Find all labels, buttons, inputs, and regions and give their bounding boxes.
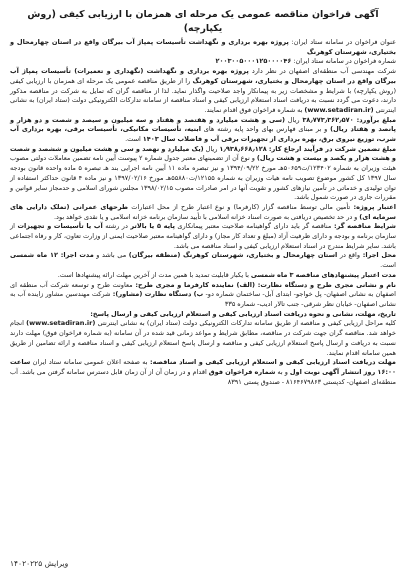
notice-text: مناقصه گر باید دارای گواهینامه صلاحیت معتبر پیمانکاری bbox=[174, 222, 332, 231]
notice-bold-text: شرایط مناقصه گر: bbox=[331, 222, 396, 231]
notice-text: عنوان فراخوان در سامانه ستاد ایران: bbox=[288, 38, 396, 46]
notice-text: با شرایط و مشخصات زیر به پیمانکار واجد صلاحیت واگذار نماید. لذا از مناقصه گران که تمایل به شرکت در مناقصه مذکور دارند، دعوت می گردد نسبت به دریافت اسناد استعلام ارزیابی کیفی و اسناد مناقصه از سامانه تدارکات الکترونیکی دولت (ستاد ایران) به نشانی اینترنتی bbox=[10, 86, 396, 114]
notice-bold-text: طرحهای عمرانی (تملک دارایی های سرمایه ای) bbox=[10, 202, 396, 221]
notice-bold-text: مدت اجرا: ۱۲ ماه شمسی bbox=[10, 251, 94, 260]
notice-paragraph bbox=[10, 57, 396, 67]
notice-paragraph bbox=[10, 271, 396, 281]
notice-paragraph bbox=[10, 281, 396, 310]
notice-bold-text: آب یا تأسیسات و تجهیزات bbox=[17, 222, 103, 231]
notice-text: تأمین مالی توسط مناقصه گزار (کارفرما) و نوع اعتبار طرح از محل اعتبارات bbox=[128, 202, 351, 211]
notice-bold-text: ۱٫۹۳۸٫۶۶۸٫۱۲۸ bbox=[219, 144, 267, 153]
notice-title: آگهی فراخوان مناقصه عمومی یک مرحله ای همزمان با ارزیابی کیفی (روش یکپارچه) bbox=[27, 9, 379, 34]
notice-text: ریال bbox=[285, 115, 303, 124]
notice-text: کلیه مراحل ارزیابی کیفی و مناقصه از طریق سامانه تدارکات الکترونیکی دولت (ستاد ایران) به نشانی اینترنتی bbox=[95, 319, 396, 328]
notice-bold-text: مهلت دریافت اسناد ارزیابی کیفی و استعلام ارزیابی کیفی و اسناد مناقصه: bbox=[147, 358, 396, 367]
notice-text: معاونت طرح و توسعه شرکت آب منطقه ای اصفهان به نشانی اصفهان- پل خواجو- ابتدای آبل- ساختمان شماره دو- bbox=[10, 280, 397, 299]
notice-text: ریال bbox=[203, 144, 220, 153]
notice-paragraph bbox=[10, 319, 396, 358]
notice-bold-text: پروژه بهره برداری و نگهداشت تأسیسات پمپاژ آب بیرگان واقع در استان چهارمحال و بختیاری، شهرستان کوهرنگ bbox=[10, 38, 396, 56]
notice-text: است. bbox=[125, 135, 143, 144]
notice-bold-text: نام و نشانی مجری طرح و دستگاه نظارت: (الف) نماینده کارفرما و مجری طرح: bbox=[132, 280, 396, 289]
notice-paragraph bbox=[10, 358, 396, 387]
notice-bold-text: پایه ۵ یا بالاتر bbox=[130, 222, 175, 231]
notice-paragraph bbox=[10, 222, 396, 251]
notice-text: و بر مبنای فهارس بهای واحد پایه رشته های bbox=[200, 125, 331, 134]
notice-text: اقدام و در زمان آن از آن زمان قابل دسترس سامانه گرفتن می باشد. آب منطقه‌ای اصفهان- کدپستی ۸۱۶۴۶۷۹۸۶۳ - صندوق پستی ۸۳۹۱ bbox=[10, 367, 396, 386]
notice-text: از سازمان برنامه و بودجه و دارای ظرفیت آزاد (مبلغ و تعداد کار مجاز) و دارای گواهینامه معتبر صلاحیت ایمنی از وزارت تعاون، کار و رفاه اجتماعی باشد. سایر شرایط مندرج در اسناد استعلام ارزیابی کیفی و اسناد مناقصه می باشد. bbox=[10, 222, 396, 250]
notice-bold-text: ساعت ۱۶:۰۰ روز انتشار آگهی نوبت اول bbox=[10, 358, 397, 376]
notice-paragraph bbox=[10, 67, 396, 116]
notice-bold-text: ب) دستگاه نظارت (مشاور): bbox=[112, 290, 204, 299]
notice-bold-text: محل اجرا: bbox=[360, 251, 397, 260]
notice-paragraph bbox=[10, 203, 396, 222]
notice-bold-text: ابنیه، تأسیسات مکانیکی، تأسیسات برقی، بهره برداری آب شرب، توزیع نیروی برق، بهره برداری از تجهیزات برقی آب و فاضلاب سال ۱۴۰۳ bbox=[10, 125, 396, 144]
notice-bold-text: تاریخ، مهلت، نشانی و نحوه دریافت اسناد ارزیابی کیفی و استعلام ارزیابی کیفی و ارسال پاسخ: bbox=[90, 309, 396, 318]
notice-body bbox=[10, 38, 396, 387]
notice-bold-text: (سی و هشت میلیارد و هفتصد و هفتاد و سه میلیون و سیصد و شصت و دو هزار و پانصد و هفتاد ریال) bbox=[10, 115, 396, 134]
notice-text: به شماره فراخوان فوق اقدام نمایند. bbox=[204, 105, 305, 114]
notice-bold-text: شماره فراخوان فوق bbox=[208, 367, 276, 376]
notice-text: مناقصه عمومی یک مرحله ای همزمان با ارزیابی کیفی (روش یکپارچه) bbox=[10, 76, 397, 95]
notice-text: شرکت مهندسین مشاور زاینده آب به نشانی اصفهان- خیابان نظر شرقی- جنب تالار ادیب- شماره ۳۳۵ bbox=[10, 290, 396, 308]
notice-text: می باشد و bbox=[93, 251, 129, 260]
notice-bold-text: استان چهارمحال و بختیاری، شهرستان کوهرنگ (منطقه بیرگان) bbox=[128, 251, 338, 260]
notice-text: شماره فراخوان در سامانه ستاد ایران: bbox=[291, 57, 396, 66]
notice-paragraph bbox=[10, 38, 396, 57]
notice-text: را از طریق bbox=[157, 76, 193, 85]
notice-bold-text: (یک میلیارد و نهصد و سی و هشت میلیون و ششصد و شصت و هشت هزار و یکصد و بیست و هشت ریال) bbox=[10, 144, 396, 163]
notice-paragraph bbox=[10, 310, 396, 320]
notice-paragraph bbox=[10, 251, 396, 270]
notice-paragraph bbox=[10, 145, 396, 203]
notice-bold-text: (www.setadiran.ir) bbox=[26, 319, 96, 328]
notice-paragraph bbox=[10, 116, 396, 145]
notice-text: است. bbox=[380, 261, 396, 270]
notice-bold-text: پروژه بهره برداری و نگهداشت (نگهداری و تعمیرات) تأسیسات پمپاژ آب بیرگان واقع در استان چهارمحال و بختیاری، شهرستان کوهرنگ bbox=[10, 67, 396, 85]
notice-bold-text: ۲۰۰۳۰۰۵۰۰۰۱۲۵۰۰۰۰۴۶ bbox=[215, 57, 292, 66]
notice-text: به صفحه اعلان عمومی سامانه ستاد ایران bbox=[30, 358, 148, 367]
notice-text: شرکت مهندسی آب منطقه‌ای اصفهان در نظر دارد bbox=[248, 67, 396, 76]
notice-text: و نوع آن از تضمینهای معتبر جدول شماره ۲ پیوست آیین نامه تضمین معاملات دولتی مصوب هیئت وزیران به شماره ۱۲۳۴۰۲/ت۵۰۶۵۹هـ مورخ ۱۳۹۴/۰۹/۲۲ و نیز تبصره ماده ۱۱ آیین نامه اجرایی بند هـ تبصره ۵ ماده واحده قانون بودجه سال ۱۳۹۷ کل کشور موضوع تصویب نامه هیات وزیران به شماره ۱۲۱۵۵/ت۵۵۸۸۰هـ مورخ ۱۳۹۷/۰۲/۱۶ و نیز ماده ۴ قانون حداکثر استفاده از توان تولیدی و خدماتی در تأمین نیازهای کشور و تقویت آنها در امر صادرات مصوب ۱۳۹۸/۰۲/۱۵ مجلس شورای اسلامی و حدمجاز سایر قوانین و مقررات جاری در صورت شمول باشد. bbox=[10, 154, 396, 202]
notice-bold-text: مدت اعتبار پیشنهادهای مناقصه ۳ ماه شمسی bbox=[250, 270, 396, 279]
notice-text: واقع در bbox=[337, 251, 361, 260]
notice-text: در رشته bbox=[102, 222, 131, 231]
notice-bold-text: مبلغ برآورد: bbox=[353, 115, 396, 124]
notice-bold-text: اعتبار پروژه: bbox=[350, 202, 396, 211]
notice-text: و در حد تخصیص دریافتی به صورت اسناد خزانه اسلامی با تأیید سازمان برنامه خزانه اسلامی و یا نقدی خواهد بود. bbox=[53, 212, 360, 221]
notice-bold-text: ۳۸٫۷۷۳٫۳۶۲٫۵۷۰ bbox=[302, 115, 354, 124]
notice-text: و به bbox=[275, 367, 290, 376]
notice-bold-text: مبلغ تضمین شرکت در فرآیند ارجاع کار: bbox=[266, 144, 397, 153]
notice-bold-text: (www.setadiran.ir) bbox=[304, 105, 374, 114]
notice-text: انجام خواهد شد. مناقصه گران جهت شرکت در مناقصه، مطابق شرایط و مواعد زمانی قید شده در آن سامانه (به شماره فراخوان فوق) مهلت دارند نسبت به دریافت و ارسال پاسخ استعلام ارزیابی کیفی و مناقصه و ارسال پاسخ استعلام ارزیابی کیفی و اسناد مناقصه و ارائه تضامین از طریق همین سامانه اقدام نمایند. bbox=[10, 319, 396, 357]
edition-footer: ویرایش ۱۴۰۲۰۲۲۵ bbox=[10, 559, 69, 568]
notice-text: با یکبار قابلیت تمدید با همین مدت از آخرین مهلت ارائه پیشنهادها است. bbox=[57, 270, 251, 279]
